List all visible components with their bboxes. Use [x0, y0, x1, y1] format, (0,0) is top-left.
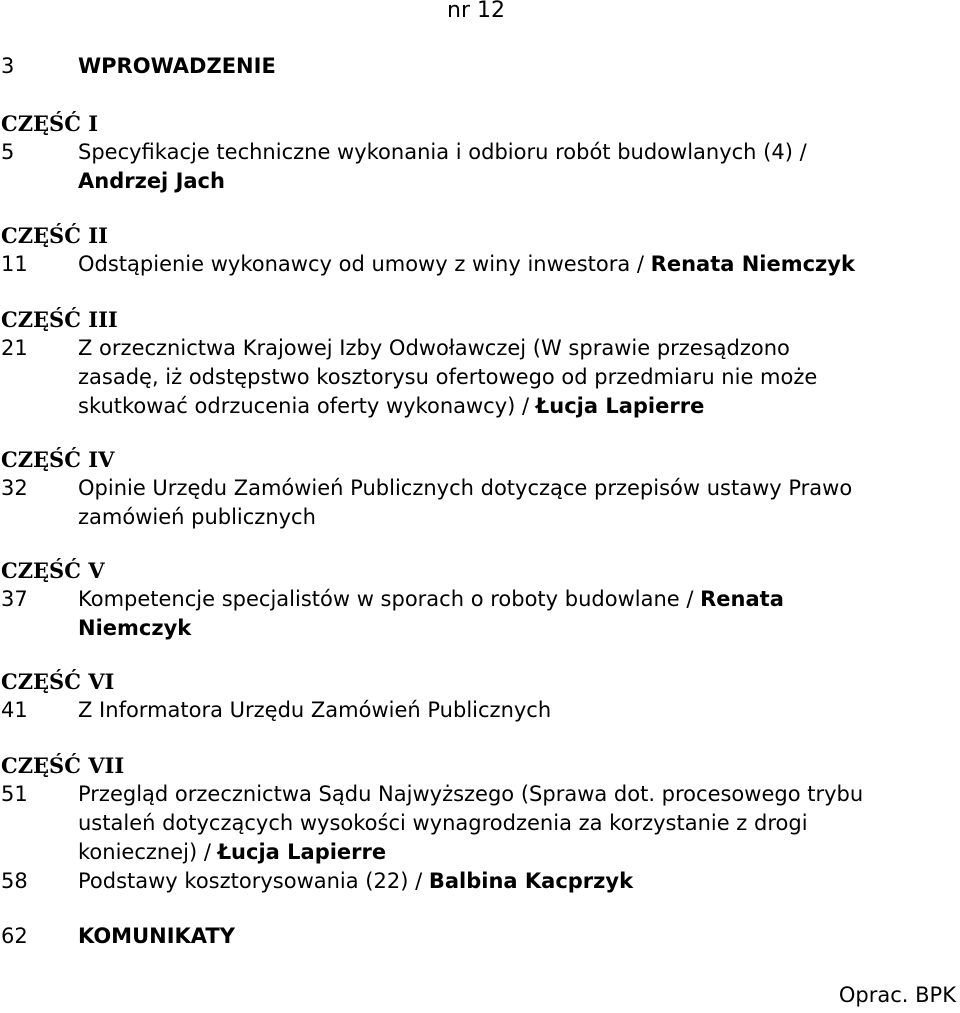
entry-text — [78, 334, 960, 421]
part-heading: CZĘŚĆ III — [1, 307, 118, 332]
entry-title: Przegląd orzecznictwa Sądu Najwyższego (Sprawa dot. procesowego trybu ustaleń dotyczących wysokości wynagrodzenia za korzystanie z drogi koniecznej) / — [78, 782, 864, 864]
toc-entry — [0, 780, 960, 867]
page-number: 62 — [1, 924, 28, 948]
toc-entry-closing — [0, 922, 960, 951]
footer-credit: Oprac. BPK — [838, 983, 956, 1007]
entry-title: KOMUNIKATY — [78, 924, 235, 948]
page-number: 41 — [1, 698, 28, 722]
entry-title: Opinie Urzędu Zamówień Publicznych dotyczące przepisów ustawy Prawo zamówień publicznych — [78, 476, 853, 529]
toc-entry — [0, 138, 960, 196]
part-heading: CZĘŚĆ VII — [1, 753, 125, 778]
page-number: 11 — [1, 252, 28, 276]
entry-title: Podstawy kosztorysowania (22) / — [78, 869, 429, 893]
entry-title: Kompetencje specjalistów w sporach o roboty budowlane / — [78, 587, 701, 611]
toc-entry — [0, 696, 960, 725]
page-number: 51 — [1, 782, 28, 806]
page-number: 32 — [1, 476, 28, 500]
entry-author: Łucja Lapierre — [535, 394, 705, 418]
entry-text — [78, 585, 960, 643]
entry-author: Łucja Lapierre — [217, 840, 387, 864]
entry-author: Renata Niemczyk — [78, 587, 784, 640]
toc-entry — [0, 250, 960, 279]
toc-entry-intro — [0, 52, 960, 81]
entry-text — [78, 780, 960, 867]
toc-entry — [0, 334, 960, 421]
part-heading: CZĘŚĆ IV — [1, 447, 115, 472]
entry-title: WPROWADZENIE — [78, 54, 276, 78]
page-number: 37 — [1, 587, 28, 611]
issue-number: nr 12 — [447, 0, 505, 23]
toc-entry — [0, 474, 960, 532]
page-number: 3 — [1, 54, 15, 78]
page-number: 5 — [1, 140, 15, 164]
entry-title: Odstąpienie wykonawcy od umowy z winy inwestora / — [78, 252, 651, 276]
toc-entry — [0, 867, 960, 896]
entry-author: Renata Niemczyk — [650, 252, 855, 276]
part-heading: CZĘŚĆ I — [1, 111, 99, 136]
entry-title: Z Informatora Urzędu Zamówień Publicznych — [78, 698, 552, 722]
part-heading: CZĘŚĆ VI — [1, 669, 115, 694]
table-of-contents — [0, 52, 960, 951]
entry-author: Andrzej Jach — [78, 169, 225, 193]
part-heading: CZĘŚĆ V — [1, 558, 105, 583]
page-number: 58 — [1, 869, 28, 893]
entry-text — [78, 138, 960, 196]
page-number: 21 — [1, 336, 28, 360]
entry-title: Specyfikacje techniczne wykonania i odbioru robót budowlanych (4) / — [78, 140, 807, 164]
entry-title: Z orzecznictwa Krajowej Izby Odwoławczej (W sprawie przesądzono zasadę, iż odstępstwo kosztorysu ofertowego od przedmiaru nie może skutkować odrzucenia oferty wykonawcy) / — [78, 336, 818, 418]
toc-entry — [0, 585, 960, 643]
entry-text — [78, 867, 960, 896]
part-heading: CZĘŚĆ II — [1, 223, 108, 248]
entry-author: Balbina Kacprzyk — [428, 869, 634, 893]
entry-text — [78, 250, 960, 279]
